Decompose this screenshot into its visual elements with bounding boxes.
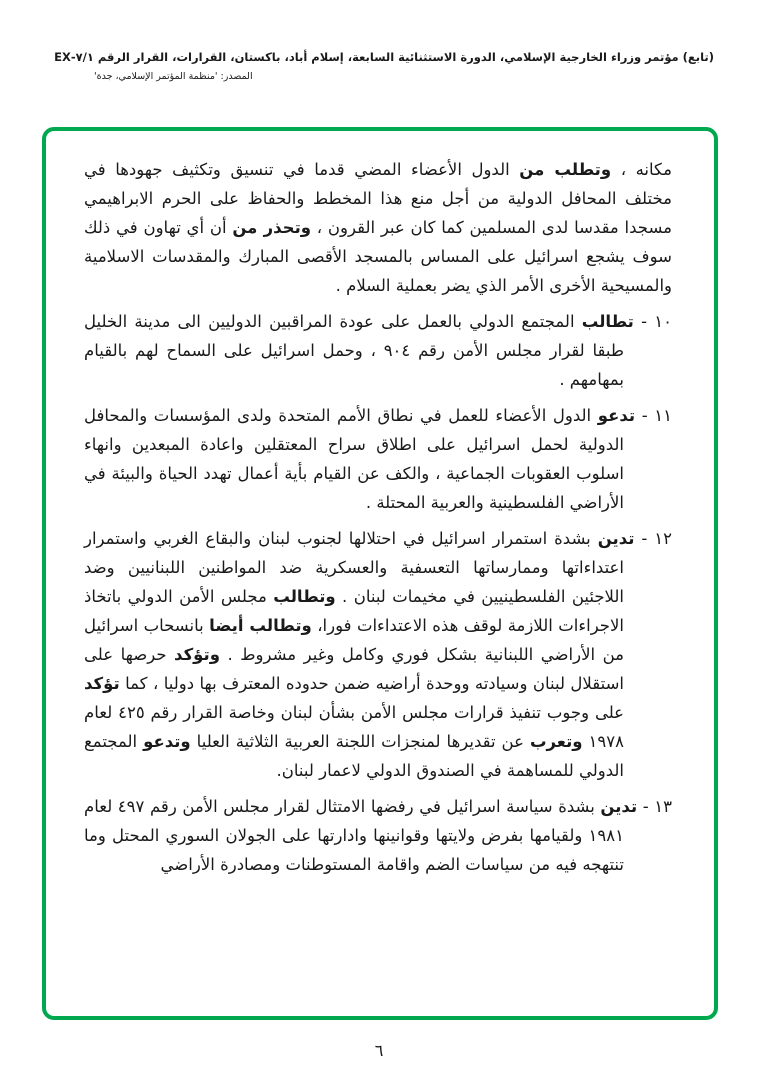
text-segment: حرصها على استقلال لبنان وسيادته ووحدة أراضيه ضمن حدوده المعترف بها دوليا ، كما	[84, 645, 624, 693]
header-source: المصدر: 'منظمة المؤتمر الإسلامي، جدة'	[94, 71, 253, 82]
resolution-item-item-12	[84, 524, 672, 785]
text-segment: مجلس الأمن الدولي باتخاذ الاجراءات اللازمة لوقف هذه الاعتداءات فورا،	[84, 587, 624, 635]
text-segment: المجتمع الدولي للمساهمة في الصندوق الدولي لاعمار لبنان.	[84, 732, 624, 780]
document-body	[46, 131, 714, 887]
text-segment: الدول الأعضاء المضي قدما في تنسيق وتكثيف جهودها في مختلف المحافل الدولية من أجل منع هذا المخطط والحفاظ على الحرم الابراهيمي مسجدا مقدسا لدى المسلمين كما كان عبر القرون ،	[84, 160, 672, 237]
item-number: ١١ -	[635, 406, 672, 425]
bold-text-segment: تؤكد	[84, 674, 120, 693]
page-number: ٦	[374, 1041, 384, 1060]
header-title: (تابع) مؤتمر وزراء الخارجية الإسلامي، الدورة الاستثنائية السابعة، إسلام أباد، باكستان، القرارات، القرار الرقم ٧/١-EX	[54, 50, 714, 64]
text-segment: المجتمع الدولي بالعمل على عودة المراقبين الدوليين الى مدينة الخليل طبقا لقرار مجلس الأمن رقم ٩٠٤ ، وحمل اسرائيل على السماح لهم بالقيام بمهامهم .	[84, 312, 624, 389]
text-segment: الدول الأعضاء للعمل في نطاق الأمم المتحدة ولدى المؤسسات والمحافل الدولية لحمل اسرائيل على اطلاق سراح المعتقلين واعادة المبعدين وانهاء اسلوب العقوبات الجماعية ، والكف عن القيام بأية أعمال تهدد الحياة والبيئة في الأراضي الفلسطينية والعربية المحتلة .	[84, 406, 624, 512]
text-segment: بشدة استمرار اسرائيل في احتلالها لجنوب لبنان والبقاع الغربي واستمرار اعتداءاتها وممارساتها التعسفية والعسكرية ضد المواطنين اللبنانيين وضد اللاجئين الفلسطينيين في مخيمات لبنان .	[84, 529, 624, 606]
bold-text-segment: تطالب	[581, 312, 634, 331]
text-segment: على وجوب تنفيذ قرارات مجلس الأمن بشأن لبنان وخاصة القرار رقم ٤٢٥ لعام ١٩٧٨	[84, 703, 625, 751]
bold-text-segment: وتطالب	[273, 587, 336, 606]
resolution-item-item-13	[84, 792, 672, 879]
item-number: ١٣ -	[637, 797, 672, 816]
bold-text-segment: وتطالب أيضا	[209, 616, 312, 635]
resolution-item-item-10	[84, 307, 672, 394]
bold-text-segment: وتعرب	[529, 732, 583, 751]
resolution-item-item-11	[84, 401, 672, 517]
bold-text-segment: تدين	[600, 797, 638, 816]
document-header	[46, 50, 714, 82]
bold-text-segment: تدعو	[597, 406, 636, 425]
text-segment: عن تقديرها لمنجزات اللجنة العربية الثلاثية العليا	[190, 732, 530, 751]
bold-text-segment: وتحذر من	[232, 218, 312, 237]
text-segment: أن أي تهاون في ذلك سوف يشجع اسرائيل على المساس بالمسجد الأقصى المبارك والمقدسات الاسلامية والمسيحية الأخرى الأمر الذي يضر بعملية السلام .	[84, 218, 672, 295]
text-segment: بشدة سياسة اسرائيل في رفضها الامتثال لقرار مجلس الأمن رقم ٤٩٧ لعام ١٩٨١ ولقيامها بفرض ولايتها وقوانينها وادارتها على الجولان السوري المحتل وما تنتهجه فيه من سياسات الضم واقامة المستوطنات ومصادرة الأراضي	[84, 797, 624, 874]
bold-text-segment: وتؤكد	[174, 645, 220, 664]
green-border-frame	[42, 127, 718, 1020]
text-segment: بانسحاب اسرائيل من الأراضي اللبنانية بشكل فوري وكامل وغير مشروط .	[84, 616, 625, 664]
bold-text-segment: وتطلب من	[519, 160, 612, 179]
bold-text-segment: وتدعو	[143, 732, 191, 751]
text-segment: مكانه ،	[611, 160, 673, 179]
intro-continuation	[84, 155, 672, 300]
item-number: ١٢ -	[634, 529, 672, 548]
item-number: ١٠ -	[633, 312, 672, 331]
bold-text-segment: تدين	[597, 529, 635, 548]
